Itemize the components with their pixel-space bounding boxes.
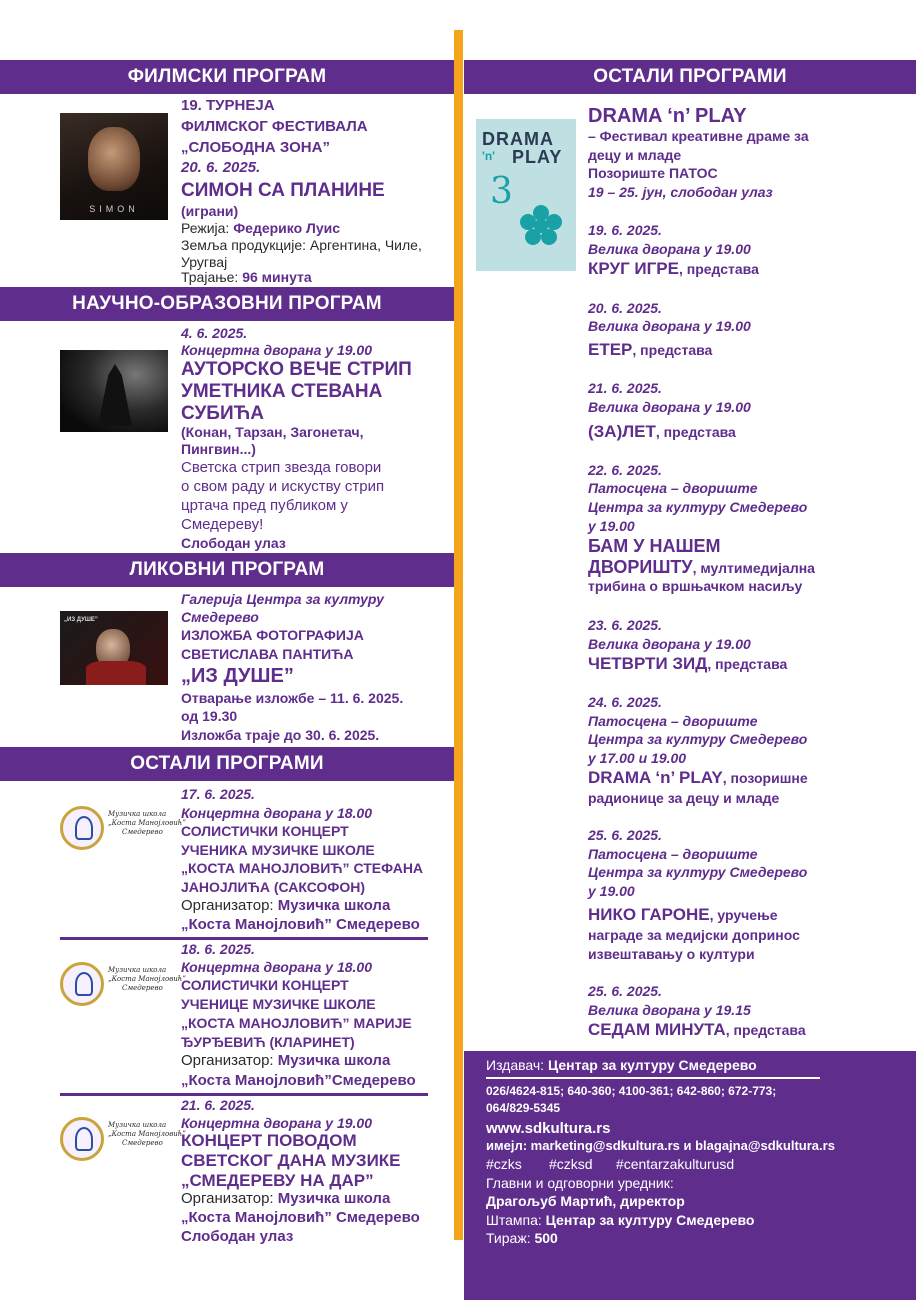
exhibition-poster-shirt (86, 661, 146, 685)
event-title: НИКО ГАРОНЕ (588, 905, 710, 924)
concert2-organizer-line2: „Коста Манојловић”Смедерево (181, 1072, 416, 1089)
other-header-right-text: ОСТАЛИ ПРОГРАМИ (593, 66, 787, 87)
concert1-title-line3: „КОСТА МАНОЈЛОВИЋ” СТЕФАНА (181, 860, 424, 876)
comic-artwork-image (60, 350, 168, 432)
concert2-venue: Концертна дворана у 18.00 (181, 959, 373, 975)
event-venue: Велика дворана у 19.00 (588, 636, 751, 652)
email-value[interactable]: marketing@sdkultura.rs и blagajna@sdkultura.rs (530, 1138, 835, 1153)
concert1-organizer (181, 897, 390, 915)
phones-line1: 026/4624-815; 640-360; 4100-361; 642-860; 672-773; (486, 1084, 777, 1098)
event-title-line (588, 259, 759, 280)
event-venue: Велика дворана у 19.15 (588, 1002, 751, 1018)
logo-text-line2: „Коста Манојловић” (108, 818, 186, 827)
film-director (181, 220, 340, 237)
event-date: 23. 6. 2025. (588, 617, 662, 633)
publisher-footer (464, 1051, 916, 1300)
science-subtitle-line2: Пингвин...) (181, 441, 256, 457)
event-date: 24. 6. 2025. (588, 694, 662, 710)
drama-logo-word3: PLAY (512, 147, 563, 167)
event-desc-line3: извештавању о култури (588, 946, 755, 962)
festival-desc-line1: – Фестивал креативне драме за (588, 128, 809, 144)
art-venue-line2: Смедерево (181, 609, 259, 625)
event-venue-line1: Патосцена – двориште (588, 846, 758, 862)
event-title: ЕТЕР (588, 340, 633, 359)
film-poster-title: SIMON (89, 204, 139, 214)
logo-text-line3: Смедерево (122, 1138, 163, 1147)
other-header-left-text: ОСТАЛИ ПРОГРАМИ (130, 753, 324, 774)
publisher-line (486, 1057, 757, 1074)
lyre-emblem-icon (60, 962, 104, 1006)
event-venue-line1: Патосцена – двориште (588, 480, 758, 496)
film-festival-line2: ФИЛМСКОГ ФЕСТИВАЛА (181, 118, 368, 135)
logo-text-line2: „Коста Манојловић” (108, 974, 186, 983)
science-subtitle-line1: (Конан, Тарзан, Загонетач, (181, 424, 364, 440)
event-title-line (588, 1020, 806, 1041)
film-header-text: ФИЛМСКИ ПРОГРАМ (127, 66, 327, 87)
film-country-line1: Земља продукције: Аргентина, Чиле, (181, 237, 422, 253)
event-title-line (588, 905, 778, 926)
exhibition-poster (60, 611, 168, 685)
lyre-emblem-icon (60, 1117, 104, 1161)
event-title-line2: ДВОРИШТУ (588, 557, 693, 577)
publisher-label: Издавач: (486, 1057, 548, 1073)
concert2-organizer-value: Музичка школа (277, 1052, 391, 1069)
phones-line2: 064/829-5345 (486, 1101, 561, 1115)
film-director-label: Режија: (181, 220, 234, 236)
concert1-organizer-line2: „Коста Манојловић” Смедерево (181, 916, 420, 933)
art-opening-time: од 19.30 (181, 708, 238, 724)
science-desc-line4: Смедереву! (181, 516, 264, 533)
concert3-organizer-label: Организатор: (181, 1190, 278, 1207)
event-venue-line2: Центра за културу Смедерево (588, 864, 808, 880)
footer-underline (486, 1077, 820, 1079)
flower-icon (518, 203, 564, 249)
science-date: 4. 6. 2025. (181, 325, 248, 341)
concert2-organizer-label: Организатор: (181, 1052, 278, 1069)
science-title-line2: УМЕТНИКА СТЕВАНА (181, 381, 383, 402)
art-venue-line1: Галерија Центра за културу (181, 591, 384, 607)
event-title: СЕДАМ МИНУТА (588, 1020, 726, 1039)
art-exhibit-line1: ИЗЛОЖБА ФОТОГРАФИЈА (181, 627, 364, 643)
drama-n-play-logo (476, 119, 576, 271)
art-opening: Отварање изложбе – 11. 6. 2025. (181, 690, 404, 706)
exhibition-poster-title: „ИЗ ДУШЕ” (64, 617, 98, 623)
concert1-title-line2: УЧЕНИКА МУЗИЧКЕ ШКОЛЕ (181, 842, 375, 858)
concert1-venue: Концертна дворана у 18.00 (181, 805, 373, 821)
film-duration-value: 96 минута (242, 269, 312, 285)
print-value: Центар за културу Смедерево (545, 1212, 755, 1228)
event-desc: , представа (632, 342, 713, 358)
science-title-line1: АУТОРСКО ВЕЧЕ СТРИП (181, 359, 412, 380)
event-venue-line3: у 19.00 (588, 518, 635, 534)
column-divider (454, 30, 463, 1240)
event-desc: , представа (707, 656, 788, 672)
drama-logo-number: 3 (490, 171, 513, 212)
print-run-line (486, 1230, 558, 1247)
science-venue: Концертна дворана у 19.00 (181, 342, 373, 358)
editor-value: Драгољуб Мартић, директор (486, 1193, 685, 1209)
event-desc-line1: , позоришне (722, 770, 808, 786)
concert1-title-line4: ЈАНОЈЛИЋА (САКСОФОН) (181, 879, 365, 895)
music-school-logo (60, 806, 186, 850)
event-desc: , представа (655, 424, 736, 440)
concert1-organizer-label: Организатор: (181, 897, 278, 914)
event-desc-line1: , уручење (709, 907, 778, 923)
drama-logo-word2: 'n' (482, 149, 496, 163)
event-date: 19. 6. 2025. (588, 222, 662, 238)
concert3-date: 21. 6. 2025. (181, 1097, 255, 1113)
event-date: 20. 6. 2025. (588, 300, 662, 316)
festival-desc-line2: децу и младе (588, 147, 682, 163)
event-title-line (588, 340, 712, 361)
film-festival-line3: „СЛОБОДНА ЗОНА” (181, 139, 330, 156)
concert2-title-line1: СОЛИСТИЧКИ КОНЦЕРТ (181, 977, 349, 993)
science-desc-line2: о свом раду и искуству стрип (181, 478, 385, 495)
event-desc: , представа (725, 1022, 806, 1038)
science-section-header (0, 287, 454, 321)
print-line (486, 1212, 754, 1229)
concert3-organizer (181, 1190, 390, 1208)
logo-text-line1: Музичка школа (108, 1121, 167, 1129)
concert3-title-line3: „СМЕДЕРЕВУ НА ДАР” (181, 1171, 374, 1190)
concert3-title-line2: СВЕТСКОГ ДАНА МУЗИКЕ (181, 1151, 401, 1170)
hashtags: #czks #czksd #centarzakulturusd (486, 1156, 735, 1172)
event-title-line (588, 557, 815, 579)
other-section-header-right (464, 60, 916, 94)
art-exhibit-title: „ИЗ ДУШЕ” (181, 665, 294, 687)
event-venue-line3: у 17.00 и 19.00 (588, 750, 687, 766)
event-venue: Велика дворана у 19.00 (588, 399, 751, 415)
event-date: 22. 6. 2025. (588, 462, 662, 478)
event-date: 25. 6. 2025. (588, 983, 662, 999)
science-title-line3: СУБИЋА (181, 403, 264, 424)
event-title-line (588, 768, 808, 789)
logo-text-line1: Музичка школа (108, 966, 167, 974)
logo-text-line3: Смедерево (122, 827, 163, 836)
event-title: (ЗА)ЛЕТ (588, 422, 656, 441)
event-date: 25. 6. 2025. (588, 827, 662, 843)
concert1-title-line1: СОЛИСТИЧКИ КОНЦЕРТ (181, 823, 349, 839)
comic-figure-silhouette (98, 364, 132, 426)
event-venue: Велика дворана у 19.00 (588, 241, 751, 257)
concert3-venue: Концертна дворана у 19.00 (181, 1115, 373, 1131)
science-desc-line1: Светска стрип звезда говори (181, 459, 382, 476)
film-country-line2: Уругвај (181, 254, 228, 270)
separator-1 (60, 937, 428, 940)
concert2-date: 18. 6. 2025. (181, 941, 255, 957)
concert2-title-line3: „КОСТА МАНОЈЛОВИЋ” МАРИЈЕ (181, 1015, 412, 1031)
lyre-emblem-icon (60, 806, 104, 850)
film-title: СИМОН СА ПЛАНИНЕ (181, 180, 385, 201)
separator-2 (60, 1093, 428, 1096)
film-duration (181, 269, 312, 286)
concert3-title-line1: КОНЦЕРТ ПОВОДОМ (181, 1131, 357, 1150)
publisher-value: Центар за културу Смедерево (547, 1057, 757, 1073)
other-section-header-left (0, 747, 454, 781)
event-desc-line2: награде за медијски допринос (588, 927, 800, 943)
email-line (486, 1138, 835, 1154)
film-genre: (играни) (181, 203, 239, 219)
festival-title: DRAMA ‘n’ PLAY (588, 105, 747, 127)
event-venue-line2: Центра за културу Смедерево (588, 731, 808, 747)
website-link[interactable]: www.sdkultura.rs (486, 1120, 611, 1137)
event-title: КРУГ ИГРЕ (588, 259, 679, 278)
drama-logo-word1: DRAMA (482, 129, 554, 149)
event-title-line1: БАМ У НАШЕМ (588, 536, 721, 556)
print-run-label: Тираж: (486, 1230, 535, 1246)
editor-label: Главни и одговорни уредник: (486, 1175, 674, 1191)
event-title-line (588, 654, 787, 675)
music-school-logo (60, 1117, 186, 1161)
event-date: 21. 6. 2025. (588, 380, 662, 396)
film-director-value: Федерико Луис (233, 220, 341, 236)
concert3-organizer-line2: „Коста Манојловић” Смедерево (181, 1209, 420, 1226)
art-exhibit-line2: СВЕТИСЛАВА ПАНТИЋА (181, 646, 354, 662)
event-desc-line1: , мултимедијална (692, 560, 815, 576)
logo-text-line3: Смедерево (122, 983, 163, 992)
concert2-organizer (181, 1052, 390, 1070)
concert3-free-entry: Слободан улаз (181, 1228, 294, 1245)
concert2-title-line2: УЧЕНИЦЕ МУЗИЧКЕ ШКОЛЕ (181, 996, 376, 1012)
event-title-line (588, 422, 736, 443)
science-header-text: НАУЧНО-ОБРАЗОВНИ ПРОГРАМ (72, 293, 382, 314)
film-section-header (0, 60, 454, 94)
film-festival-line1: 19. ТУРНЕЈА (181, 97, 275, 114)
art-header-text: ЛИКОВНИ ПРОГРАМ (129, 559, 325, 580)
event-venue-line3: у 19.00 (588, 883, 635, 899)
logo-text-line2: „Коста Манојловић” (108, 1129, 186, 1138)
email-label: имејл: (486, 1138, 531, 1153)
event-title: ЧЕТВРТИ ЗИД (588, 654, 708, 673)
event-venue-line1: Патосцена – двориште (588, 713, 758, 729)
art-section-header (0, 553, 454, 587)
concert1-organizer-value: Музичка школа (277, 897, 391, 914)
event-desc: , представа (678, 261, 759, 277)
music-school-logo (60, 962, 186, 1006)
film-poster-face (88, 127, 140, 191)
event-desc-line2: трибина о вршњачком насиљу (588, 578, 803, 594)
film-poster (60, 113, 168, 220)
event-title: DRAMA ‘n’ PLAY (588, 768, 723, 787)
science-free-entry: Слободан улаз (181, 535, 286, 551)
print-run-value: 500 (534, 1230, 558, 1246)
science-desc-line3: цртача пред публиком у (181, 497, 348, 514)
event-venue-line2: Центра за културу Смедерево (588, 499, 808, 515)
logo-text-line1: Музичка школа (108, 810, 167, 818)
event-desc-line2: радионице за децу и младе (588, 790, 780, 806)
concert1-date: 17. 6. 2025. (181, 786, 255, 802)
festival-desc-line3: Позориште ПАТОС (588, 165, 718, 181)
film-date: 20. 6. 2025. (181, 159, 261, 176)
film-duration-label: Трајање: (181, 269, 243, 285)
event-venue: Велика дворана у 19.00 (588, 318, 751, 334)
art-duration: Изложба траје до 30. 6. 2025. (181, 727, 380, 743)
festival-desc-line4: 19 – 25. јун, слободан улаз (588, 184, 773, 200)
print-label: Штампа: (486, 1212, 546, 1228)
concert3-organizer-value: Музичка школа (277, 1190, 391, 1207)
concert2-title-line4: ЂУРЂЕВИЋ (КЛАРИНЕТ) (181, 1034, 355, 1050)
